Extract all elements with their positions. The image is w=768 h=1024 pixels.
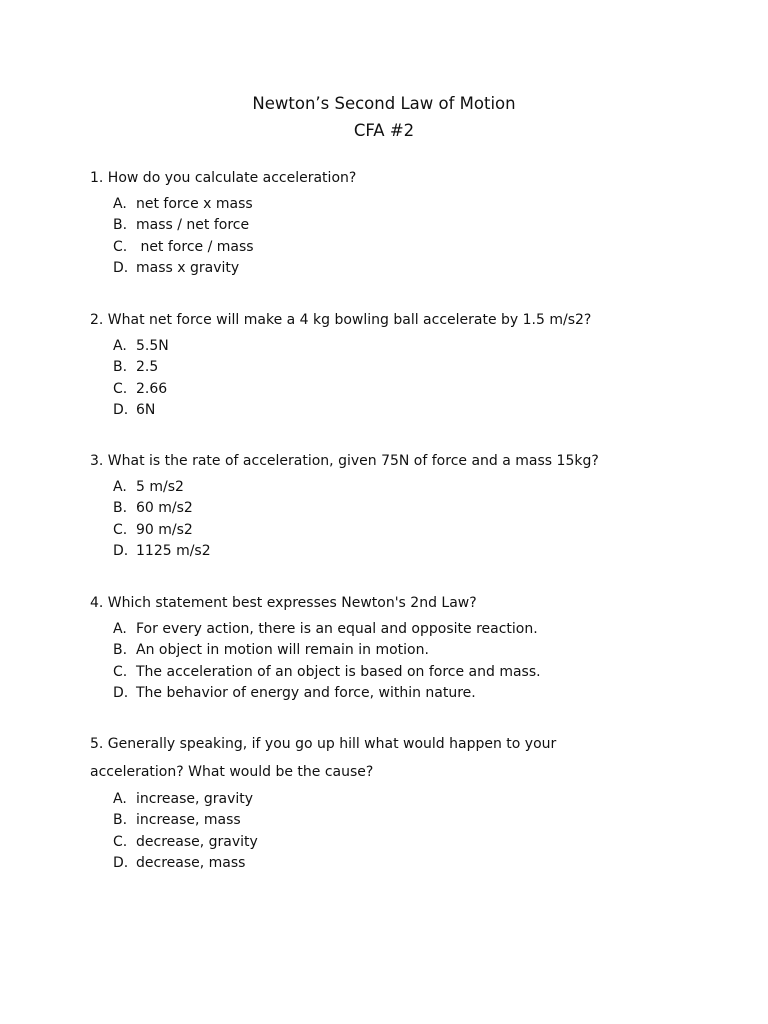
option-text: An object in motion will remain in motion.	[136, 642, 429, 659]
question-3: 3. What is the rate of acceleration, given 75N of force and a mass 15kg?	[90, 453, 599, 469]
option-letter: D.	[113, 684, 129, 701]
option-text: 90 m/s2	[136, 521, 193, 538]
question-1-options	[113, 194, 254, 279]
option-letter: B.	[113, 500, 128, 517]
option-letter: D.	[113, 401, 129, 418]
option-b	[113, 215, 254, 236]
option-letter: A.	[113, 621, 127, 637]
option-letter: B.	[113, 812, 128, 829]
option-text: The acceleration of an object is based on force and mass.	[136, 663, 541, 680]
option-b	[113, 498, 211, 519]
option-a	[113, 194, 254, 215]
option-letter: C.	[113, 833, 128, 850]
option-text: decrease, mass	[136, 854, 246, 871]
option-c	[113, 237, 254, 258]
option-text: mass / net force	[136, 217, 250, 234]
option-b	[113, 640, 541, 661]
option-c	[113, 379, 169, 400]
question-2-options	[113, 336, 169, 421]
option-text: 2.66	[136, 380, 168, 397]
option-d	[113, 258, 254, 279]
option-letter: B.	[113, 359, 128, 376]
option-text: net force x mass	[136, 196, 253, 212]
option-text: The behavior of energy and force, within nature.	[136, 684, 476, 701]
option-a	[113, 477, 211, 498]
option-letter: C.	[113, 380, 128, 397]
option-letter: C.	[113, 521, 128, 538]
option-letter: A.	[113, 338, 127, 354]
option-a	[113, 619, 541, 640]
worksheet-subtitle: CFA #2	[353, 121, 415, 140]
option-text: increase, mass	[136, 812, 241, 829]
option-text: 5.5N	[136, 338, 169, 354]
option-d	[113, 683, 541, 704]
option-d	[113, 400, 169, 421]
option-text: mass x gravity	[136, 259, 240, 276]
question-1: 1. How do you calculate acceleration?	[90, 170, 357, 186]
option-d	[113, 541, 211, 562]
option-text: increase, gravity	[136, 791, 254, 807]
option-text: 6N	[136, 401, 156, 418]
option-letter: D.	[113, 854, 129, 871]
option-a	[113, 336, 169, 357]
option-d	[113, 853, 258, 874]
option-letter: D.	[113, 259, 129, 276]
option-letter: C.	[113, 238, 128, 255]
question-3-options	[113, 477, 211, 562]
option-text: 5 m/s2	[136, 479, 184, 495]
option-text: net force / mass	[136, 238, 254, 255]
option-letter: B.	[113, 217, 128, 234]
option-c	[113, 520, 211, 541]
question-5-line-1: 5. Generally speaking, if you go up hill what would happen to your	[90, 736, 557, 752]
option-text: 1125 m/s2	[136, 542, 211, 559]
option-c	[113, 832, 258, 853]
option-text: For every action, there is an equal and opposite reaction.	[136, 621, 538, 637]
question-5-options	[113, 789, 258, 874]
question-5-line-2: acceleration? What would be the cause?	[90, 764, 374, 780]
option-letter: A.	[113, 479, 127, 495]
option-letter: A.	[113, 196, 127, 212]
option-text: 60 m/s2	[136, 500, 193, 517]
option-c	[113, 662, 541, 683]
option-text: decrease, gravity	[136, 833, 258, 850]
option-letter: B.	[113, 642, 128, 659]
question-2: 2. What net force will make a 4 kg bowling ball accelerate by 1.5 m/s2?	[90, 312, 592, 328]
question-4: 4. Which statement best expresses Newton's 2nd Law?	[90, 595, 477, 611]
option-letter: A.	[113, 791, 127, 807]
option-b	[113, 357, 169, 378]
question-4-options	[113, 619, 541, 704]
option-letter: D.	[113, 542, 129, 559]
option-a	[113, 789, 258, 810]
option-text: 2.5	[136, 359, 159, 376]
option-b	[113, 810, 258, 831]
worksheet-title: Newton’s Second Law of Motion	[252, 94, 516, 113]
option-letter: C.	[113, 663, 128, 680]
